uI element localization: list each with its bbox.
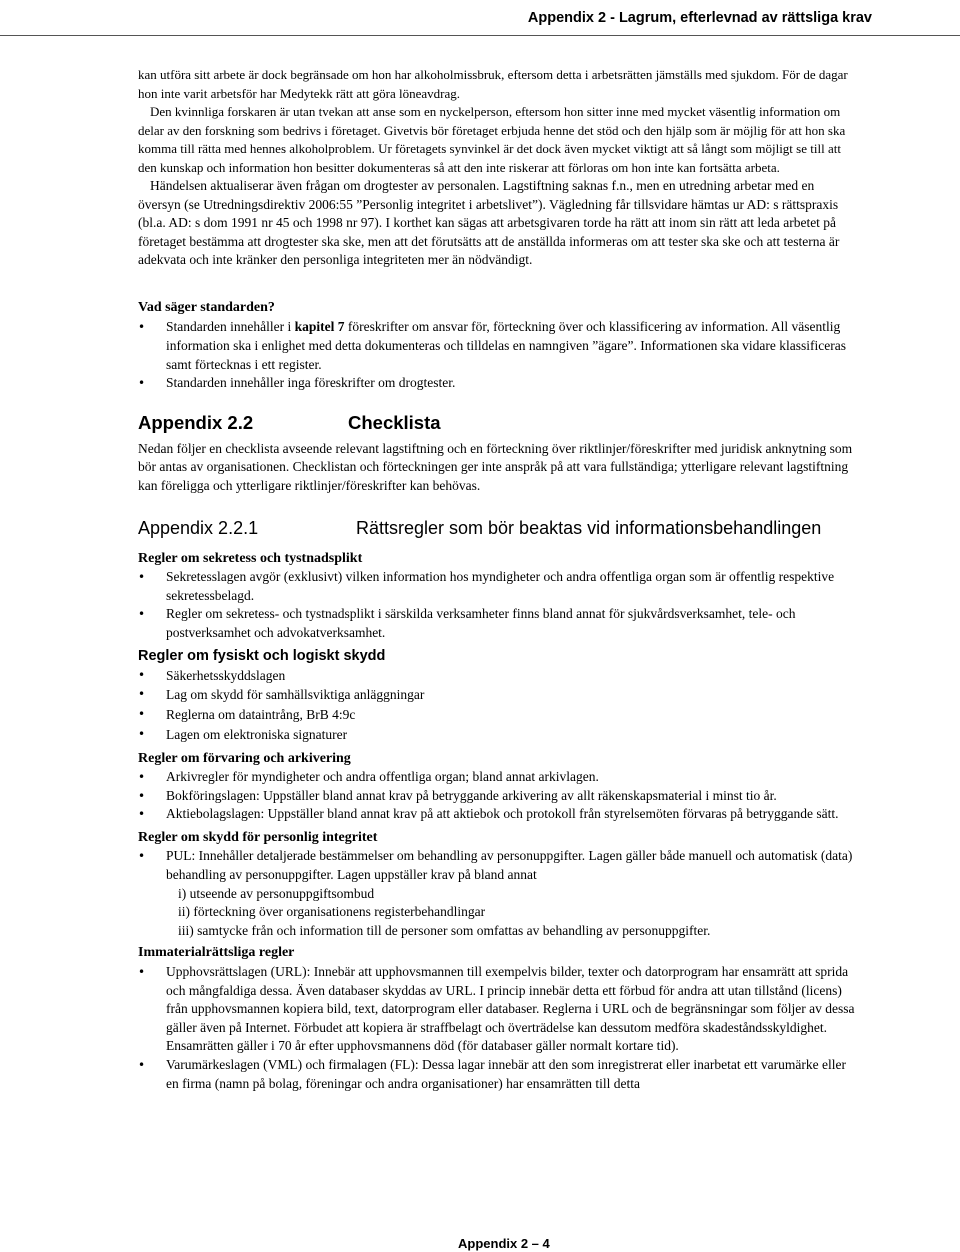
intro-paragraph-1 [138, 66, 858, 103]
intro-p2-c: Ur företagets synvinkel är det dock även mycket viktigt att så långt som möjligt se till att den kunskap och information hon besitter dokumenteras så att den inte riskerar att förloras om hon inte kan fortsätta arbeta. [138, 141, 841, 175]
page-content [138, 66, 858, 1093]
list-item: • Regler om sekretess- och tystnadsplikt i särskilda verksamheter finns bland annat för sjukvårdsverksamhet, tele- och postverksamhet och advokatverksamhet. [138, 605, 858, 642]
list-item: • Reglerna om dataintrång, BrB 4:9c [138, 705, 858, 725]
page-footer: Appendix 2 – 4 [458, 1236, 550, 1251]
forvaring-heading: Regler om förvaring och arkivering [138, 750, 351, 766]
integritet-heading: Regler om skydd för personlig integritet [138, 829, 378, 845]
list-item [138, 847, 858, 940]
standard-list [138, 318, 858, 392]
pul-sub-item: i) utseende av personuppgiftsombud [178, 885, 375, 901]
header-rule [0, 35, 960, 36]
appendix-2-2-1-number: Appendix 2.2.1 [138, 517, 259, 538]
list-item: • Aktiebolagslagen: Uppställer bland annat krav på att aktiebok och protokoll från styrelsemöten förvaras på betryggande sätt. [138, 805, 858, 824]
forvaring-list [138, 768, 858, 824]
intro-paragraph-3 [138, 177, 858, 270]
intro-p2-a: Den kvinnliga forskaren är utan tvekan att anse som en nyckelperson, eftersom hon sitter inne med mycket väsentlig information om delar av den forskning som bedrivs i företaget. [138, 104, 841, 138]
list-item: • Säkerhetsskyddslagen [138, 666, 858, 686]
list-item: • Standarden innehåller inga föreskrifter om drogtester. [138, 374, 858, 393]
list-item: • Sekretesslagen avgör (exklusivt) vilken information hos myndigheter och andra offentliga organ som är offentlig respektive sekretessbelagd. [138, 568, 858, 605]
appendix-2-2-number: Appendix 2.2 [138, 411, 254, 433]
appendix-2-2-1-title: Rättsregler som bör beaktas vid informationsbehandlingen [356, 517, 822, 538]
pul-text: PUL: Innehåller detaljerade bestämmelser om behandling av personuppgifter. Lagen gäller både manuell och automatisk (data) behandling av personuppgifter. Lagen uppställer krav på bland annat [166, 848, 853, 883]
standard-heading: Vad säger standarden? [138, 299, 275, 315]
sekretess-list [138, 568, 858, 642]
standard-b1-post: föreskrifter om ansvar för, förteckning över och klassificering av information. All väsentlig information ska i enlighet med detta dokumenteras och tilldelas en namngiven ”ägare”. Informationen ska vidare klassificeras samt förtecknas i ett register. [166, 319, 847, 372]
appendix-2-2-heading [138, 411, 858, 435]
appendix-2-2-title: Checklista [348, 411, 441, 433]
intro-p1-text: kan utföra sitt arbete är dock begränsade om hon har alkoholmissbruk, eftersom detta i arbetsrätten jämställs med sjukdom. För de dagar hon inte varit arbetsför har Medytekk rätt att göra löneavdrag. [138, 67, 848, 101]
list-item: • Bokföringslagen: Uppställer bland annat krav på betryggande arkivering av allt räkenskapsmaterial i minst tio år. [138, 787, 858, 806]
immaterial-heading: Immaterialrättsliga regler [138, 945, 295, 961]
list-item: • Upphovsrättslagen (URL): Innebär att upphovsmannen till exempelvis bilder, texter och datorprogram har ensamrätt att sprida och mångfaldiga dessa. Även databaser skyddas av URL. I princip innebär detta ett förbud för andra att utan tillstånd (licens) från upphovsmannen kopiera bild, text, datorprogram eller databaser. Reglerna i URL och de begränsningar som följer av dessa gäller även på Internet. Förbudet att kopiera är straffbelagt och överträdelse kan dessutom medföra skadeståndsskyldighet. Ensamrätten gäller i 70 år efter upphovsmannens död (för databaser gäller normalt kortare tid). [138, 963, 858, 1056]
integritet-list [138, 847, 858, 940]
list-item [138, 318, 858, 374]
list-item: • Lag om skydd för samhällsviktiga anläggningar [138, 685, 858, 705]
appendix-2-2-1-heading [138, 516, 858, 540]
list-item: • Varumärkeslagen (VML) och firmalagen (FL): Dessa lagar innebär att den som inregistrerat eller inarbetat ett varumärke eller en firma (namn på bolag, föreningar och andra organisationer) har ensamrätten till detta [138, 1056, 858, 1093]
pul-sub-item: ii) förteckning över organisationens registerbehandlingar [178, 904, 486, 920]
immaterial-list [138, 963, 858, 1093]
standard-b1-pre: Standarden innehåller i [166, 319, 295, 335]
skydd-heading: Regler om fysiskt och logiskt skydd [138, 647, 386, 664]
skydd-list [138, 666, 858, 745]
list-item: • Arkivregler för myndigheter och andra offentliga organ; bland annat arkivlagen. [138, 768, 858, 787]
standard-b1-bold: kapitel 7 [294, 319, 345, 335]
pul-sub-item: iii) samtycke från och information till de personer som omfattas av behandling av personuppgifter. [178, 922, 711, 938]
intro-paragraph-2 [138, 103, 858, 177]
appendix-2-2-text: Nedan följer en checklista avseende relevant lagstiftning och en förteckning över riktlinjer/föreskrifter med juridisk anknytning som bör antas av organisationen. Checklistan och förteckningen ger inte anspråk på att vara fullständiga; ytterligare relevant lagstiftning kan föreligga och ytterligare riktlinjer/föreskrifter kan behövas. [138, 440, 853, 494]
intro-p3-text: Händelsen aktualiserar även frågan om drogtester av personalen. Lagstiftning saknas f.n., men en utredning arbetar med en översyn (se Utredningsdirektiv 2006:55 ”Personlig integritet i arbetslivet”). Vägledning får tillsvidare hämtas ur AD: s rättspraxis (bl.a. AD: s dom 1991 nr 45 och 1998 nr 97). I korthet kan sägas att arbetsgivaren torde ha rätt att inom sin rätt att leda arbetet på företaget bestämma att drogtester ska ske, men att det förutsätts att de anställda informeras om att tester ska ske och att testerna är adekvata och inte kränker den personliga integriteten mer än nödvändigt. [138, 178, 840, 268]
page-header: Appendix 2 - Lagrum, efterlevnad av rättsliga krav [527, 10, 872, 26]
sekretess-heading: Regler om sekretess och tystnadsplikt [138, 550, 363, 566]
intro-p2-b: Givetvis bör företaget erbjuda henne det stöd och den hjälp som är möjlig för att hon ska komma till rätta med hennes alkoholproblem. [138, 122, 846, 156]
list-item: • Lagen om elektroniska signaturer [138, 725, 858, 745]
